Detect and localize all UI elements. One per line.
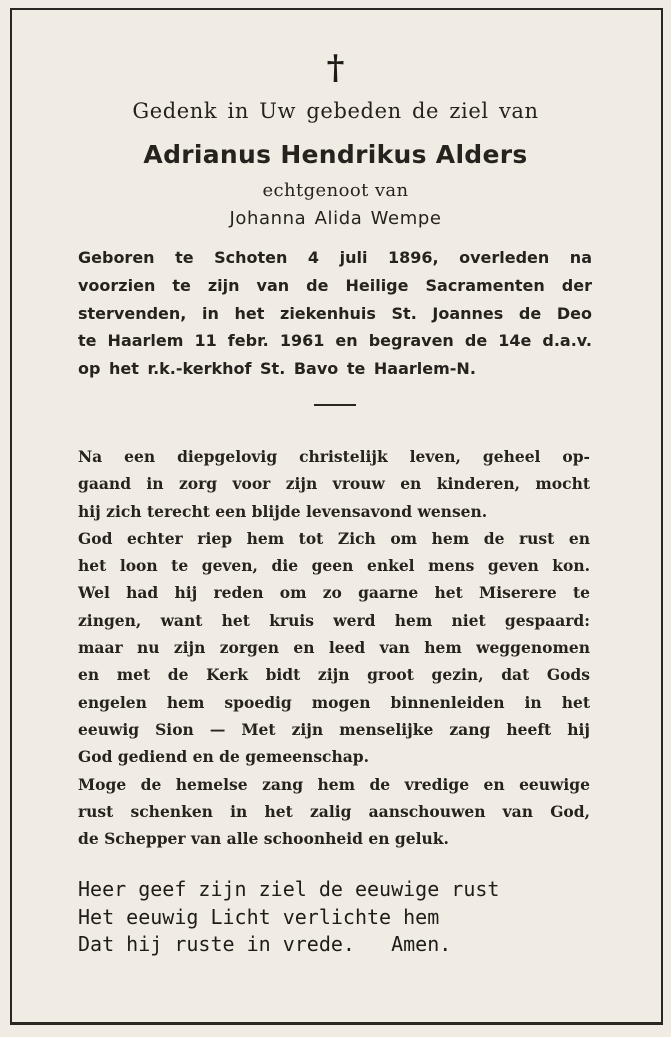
eulogy-line: God echter riep hem tot Zich om hem de rust en: [78, 528, 590, 548]
intro-text: Gedenk in Uw gebeden de ziel van: [132, 99, 539, 123]
spouse-label: echtgenoot van: [262, 180, 409, 201]
eulogy-line: Moge de hemelse zang hem de vredige en eeuwige: [78, 774, 590, 794]
cross-icon: †: [326, 48, 345, 88]
prayer-line: Het eeuwig Licht verlichte hem: [78, 904, 440, 929]
eulogy-line: engelen hem spoedig mogen binnenleiden in het: [78, 692, 590, 712]
eulogy-line: God gediend en de gemeenschap.: [78, 747, 370, 767]
eulogy-line: zingen, want het kruis werd hem niet gespaard:: [78, 610, 590, 630]
bio-line: voorzien te zijn van de Heilige Sacramenten der: [78, 275, 592, 295]
bio-line: stervenden, in het ziekenhuis St. Joannes de Deo: [78, 303, 592, 323]
section-divider: [314, 404, 356, 406]
bio-line: op het r.k.-kerkhof St. Bavo te Haarlem-N.: [78, 359, 476, 379]
spouse-name: Johanna Alida Wempe: [229, 208, 442, 229]
eulogy-text: [78, 443, 590, 852]
closing-prayer: [78, 876, 598, 959]
eulogy-line: en met de Kerk bidt zijn groot gezin, dat Gods: [78, 665, 590, 685]
eulogy-line: het loon te geven, die geen enkel mens geven kon.: [78, 556, 590, 576]
bio-line: te Haarlem 11 febr. 1961 en begraven de 14e d.a.v.: [78, 331, 592, 351]
prayer-line: Heer geef zijn ziel de eeuwige rust: [78, 877, 500, 901]
prayer-line: Dat hij ruste in vrede. Amen.: [78, 932, 452, 956]
bio-line: Geboren te Schoten 4 juli 1896, overleden na: [78, 248, 592, 267]
eulogy-line: de Schepper van alle schoonheid en geluk.: [78, 829, 449, 849]
eulogy-line: maar nu zijn zorgen en leed van hem weggenomen: [78, 638, 590, 658]
eulogy-line: Wel had hij reden om zo gaarne het Miserere te: [78, 583, 590, 603]
biographical-details: [78, 244, 592, 383]
eulogy-line: gaand in zorg voor zijn vrouw en kinderen, mocht: [78, 474, 590, 494]
eulogy-line: eeuwig Sion — Met zijn menselijke zang heeft hij: [78, 719, 590, 739]
eulogy-line: rust schenken in het zalig aanschouwen van God,: [78, 801, 590, 821]
deceased-name: Adrianus Hendrikus Alders: [143, 140, 528, 169]
eulogy-line: hij zich terecht een blijde levensavond wensen.: [78, 501, 488, 521]
eulogy-line: Na een diepgelovig christelijk leven, geheel op-: [78, 447, 590, 466]
